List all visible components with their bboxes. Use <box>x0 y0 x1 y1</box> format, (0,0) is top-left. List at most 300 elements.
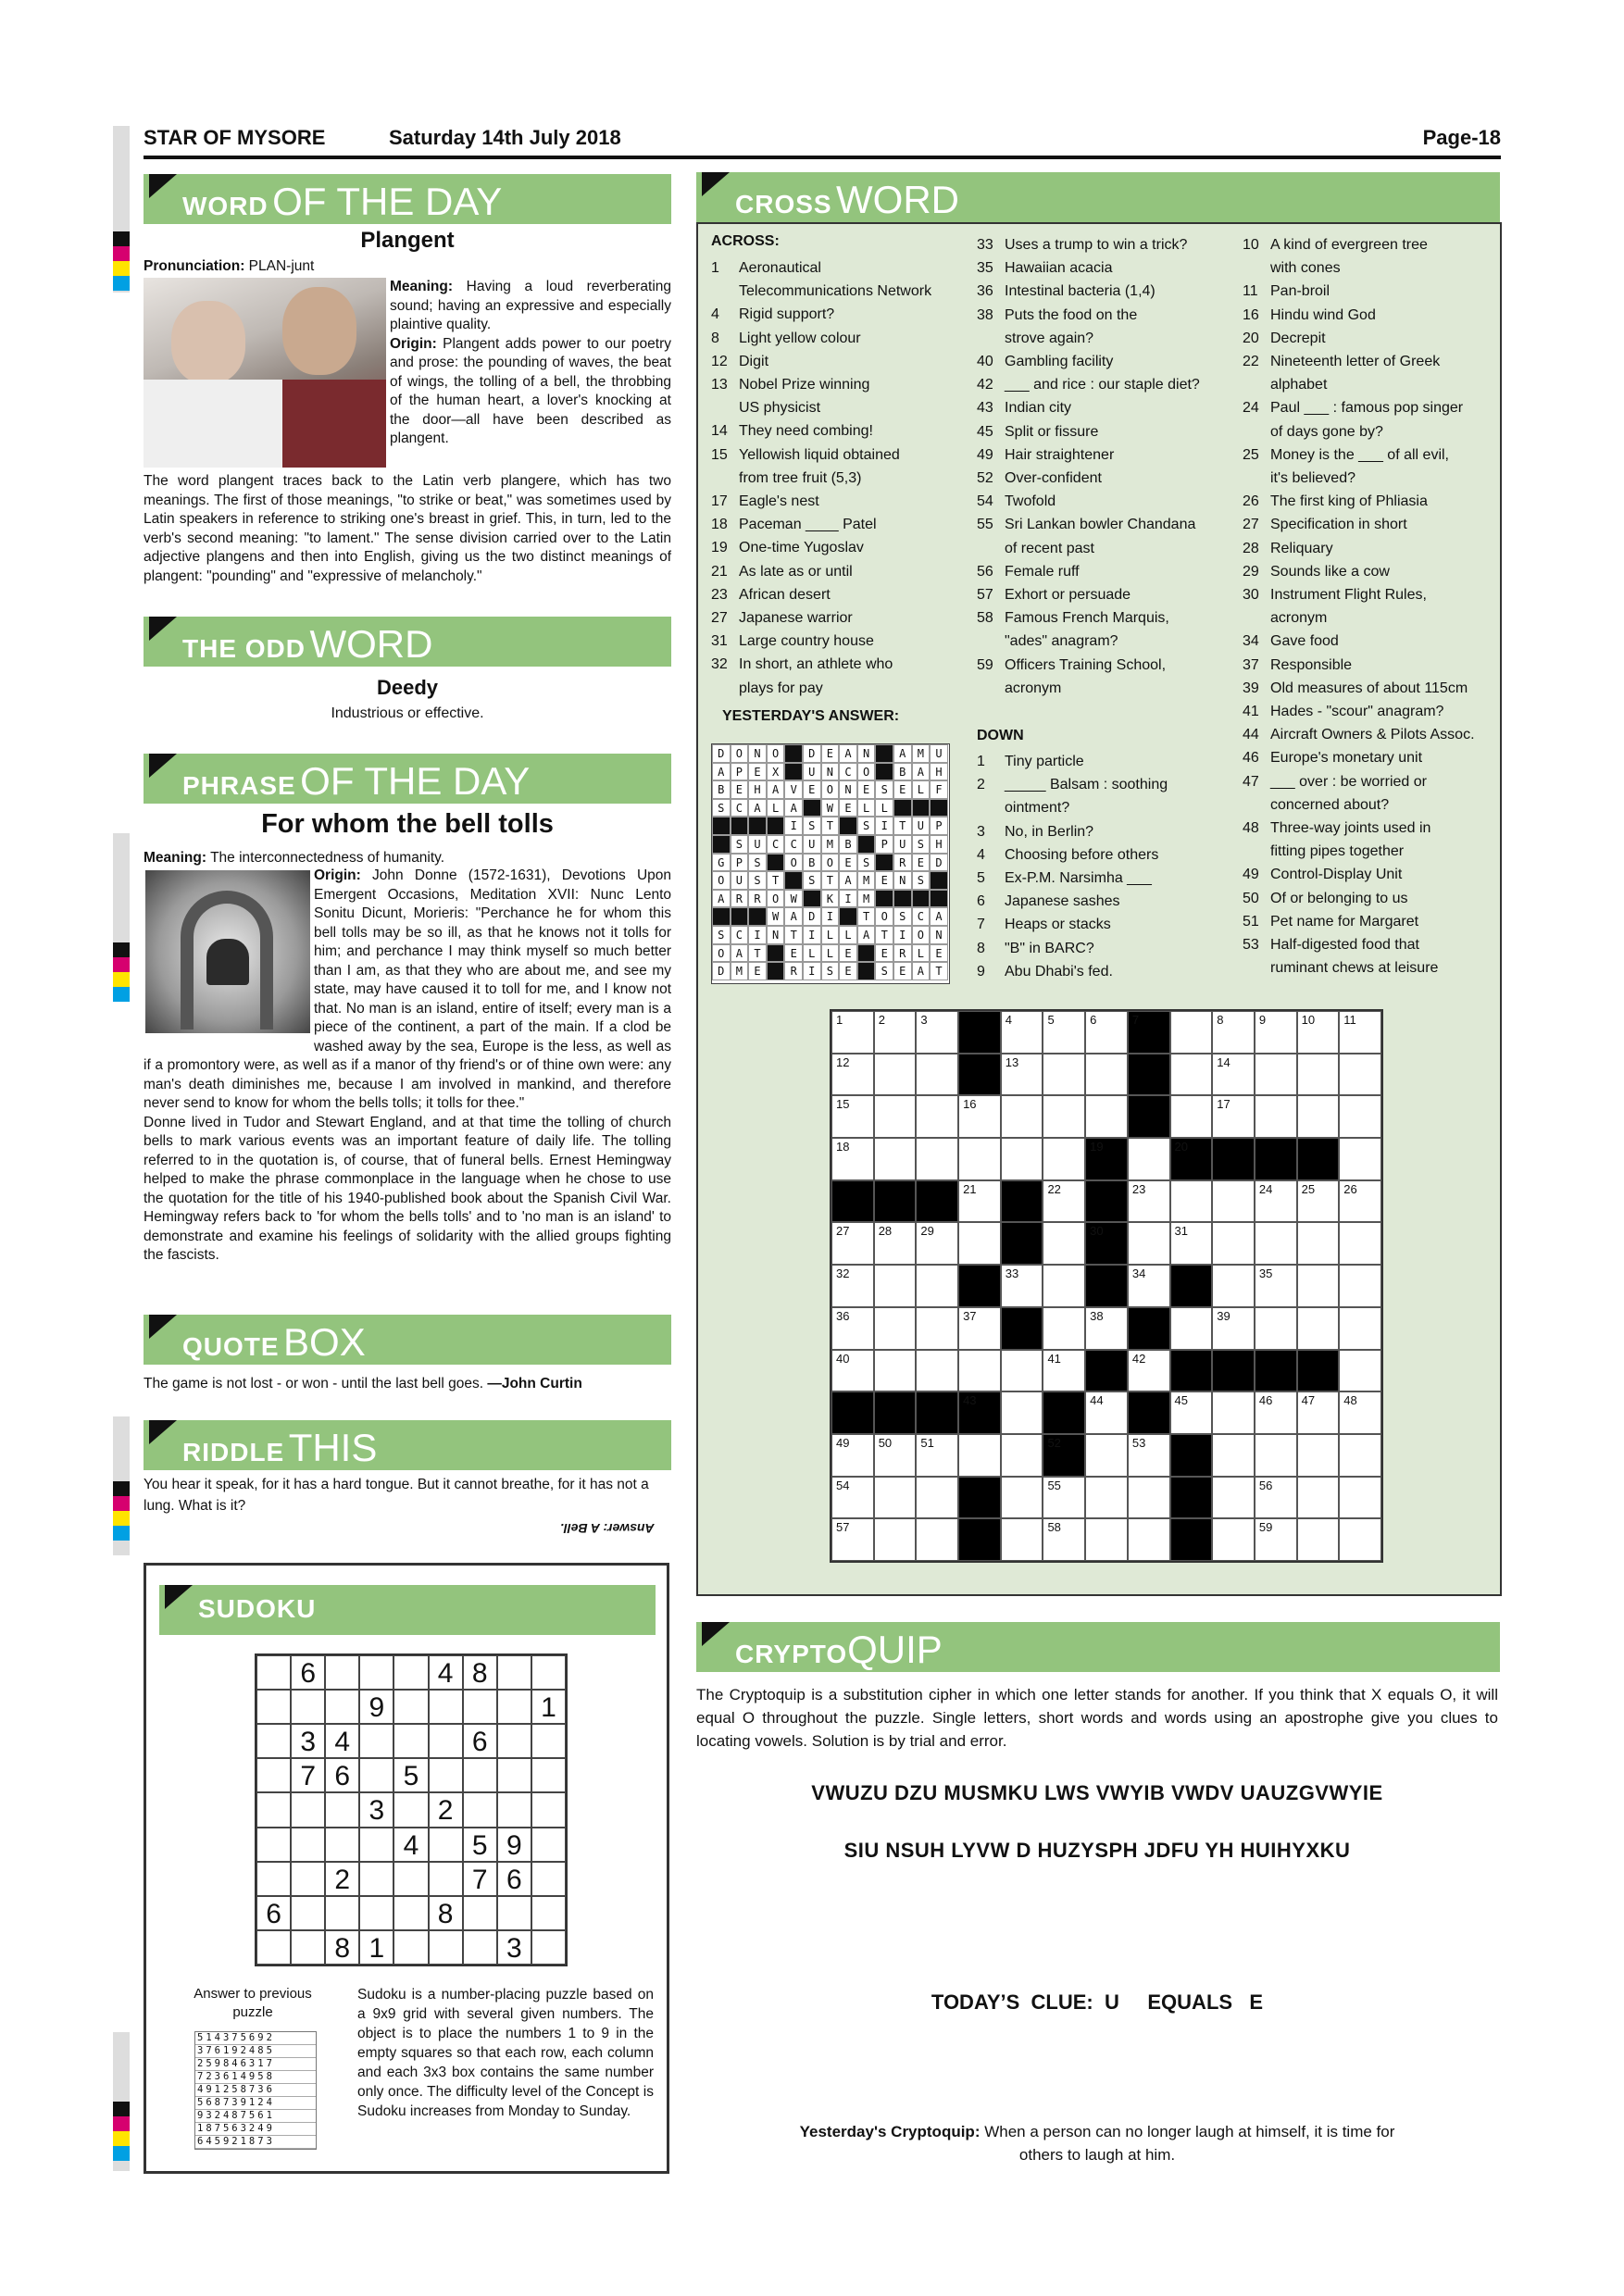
crossword-cell[interactable] <box>1128 1265 1170 1307</box>
crossword-cell[interactable] <box>1297 1518 1340 1561</box>
crossword-cell[interactable] <box>1001 1265 1043 1307</box>
crossword-black-cell <box>1001 1180 1043 1223</box>
crossword-cell[interactable] <box>1339 1518 1381 1561</box>
cell-number: 51 <box>920 1435 934 1450</box>
crossword-cell[interactable] <box>1085 1518 1128 1561</box>
crossword-cell[interactable] <box>1128 1434 1170 1477</box>
clue <box>977 630 1245 653</box>
clue-number: 46 <box>1243 750 1259 767</box>
crossword-cell[interactable] <box>831 1477 874 1519</box>
cell-number: 42 <box>1131 1351 1146 1366</box>
clue <box>1243 770 1493 793</box>
crossword-cell[interactable] <box>874 1434 917 1477</box>
clue <box>711 327 970 350</box>
crossword-cell[interactable] <box>1297 1391 1340 1434</box>
clue-number <box>1243 840 1270 863</box>
crossword-cell[interactable] <box>831 1011 874 1054</box>
crossword-cell[interactable] <box>916 1307 958 1350</box>
crossword-cell[interactable] <box>874 1265 917 1307</box>
banner-corner <box>149 1315 177 1339</box>
crossword-cell[interactable] <box>874 1477 917 1519</box>
crossword-cell[interactable] <box>1001 1011 1043 1054</box>
yesterday-cell: D <box>712 744 731 763</box>
sudoku-cell[interactable] <box>359 1862 394 1896</box>
crossword-cell[interactable] <box>1170 1222 1213 1265</box>
crossword-cell[interactable] <box>1297 1477 1340 1519</box>
crossword-cell[interactable] <box>874 1222 917 1265</box>
sudoku-cell[interactable] <box>497 1758 531 1792</box>
yesterday-cell: E <box>839 854 857 872</box>
cell-number: 29 <box>920 1224 934 1239</box>
crossword-cell[interactable] <box>1339 1011 1381 1054</box>
crossword-cell[interactable] <box>1170 1180 1213 1223</box>
crossword-cell[interactable] <box>1339 1307 1381 1350</box>
sudoku-cell[interactable] <box>531 1724 566 1758</box>
yesterday-cell: A <box>930 907 948 926</box>
sudoku-cell[interactable] <box>325 1655 359 1690</box>
clue-text: Split or fissure <box>1005 423 1099 440</box>
sudoku-cell[interactable] <box>359 1758 394 1792</box>
clue-text: ___ and rice : our staple diet? <box>1005 377 1200 393</box>
crossword-cell[interactable] <box>874 1095 917 1138</box>
crossword-cell[interactable] <box>1255 1222 1297 1265</box>
crossword-cell[interactable] <box>916 1095 958 1138</box>
crossword-cell[interactable] <box>1255 1518 1297 1561</box>
clue-text: Hair straightener <box>1005 446 1115 463</box>
sudoku-cell[interactable] <box>256 1655 291 1690</box>
sudoku-cell: 5 <box>463 1828 497 1862</box>
clue-number: 43 <box>977 400 993 417</box>
sudoku-cell[interactable] <box>531 1896 566 1930</box>
sudoku-cell[interactable] <box>291 1690 325 1724</box>
clue-number: 49 <box>977 446 993 463</box>
sudoku-cell[interactable] <box>497 1690 531 1724</box>
cell-number: 22 <box>1047 1181 1061 1196</box>
crossword-cell[interactable] <box>1255 1307 1297 1350</box>
clue-number: 12 <box>711 353 728 369</box>
cell-number: 14 <box>1217 1054 1230 1069</box>
crossword-cell[interactable] <box>831 1138 874 1180</box>
sudoku-cell: 6 <box>256 1896 291 1930</box>
odd-word-definition: Industrious or effective. <box>331 705 484 721</box>
clue-text: of recent past <box>1005 540 1094 556</box>
clue <box>1243 583 1493 606</box>
clue <box>1243 350 1493 373</box>
sudoku-cell[interactable] <box>256 1758 291 1792</box>
yesterday-cell: S <box>803 871 821 890</box>
crossword-cell[interactable] <box>1255 1477 1297 1519</box>
word-origin-para: The word plangent traces back to the Latin verb plangere, which has two meanings. The first of those meanings, "to strike or beat," was sometimes used by Latin speakers in reference to striking one's breast in grief. This, in turn, led to the verb's second meaning: "to lament." The sense division carried over to the Latin adjective plangens and then into English, giving us the two distinct meanings of plangent: "pounding" and "expressive of melancholy." <box>144 473 671 584</box>
crossword-black-cell <box>1170 1518 1213 1561</box>
sudoku-cell[interactable] <box>394 1930 428 1965</box>
sudoku-cell[interactable] <box>531 1758 566 1792</box>
yesterday-cell: A <box>712 890 731 908</box>
banner-large: OF THE DAY <box>300 759 531 803</box>
clue-text: it's believed? <box>1270 470 1355 487</box>
yesterday-cell: E <box>839 962 857 980</box>
crossword-cell[interactable] <box>916 1434 958 1477</box>
crossword-cell[interactable] <box>1339 1095 1381 1138</box>
crossword-cell[interactable] <box>958 1350 1001 1392</box>
sudoku-cell[interactable] <box>359 1828 394 1862</box>
sudoku-cell[interactable] <box>256 1690 291 1724</box>
crossword-cell[interactable] <box>916 1138 958 1180</box>
crossword-cell[interactable] <box>1043 1011 1085 1054</box>
crossword-black-cell <box>1128 1095 1170 1138</box>
crossword-cell[interactable] <box>1128 1222 1170 1265</box>
sudoku-cell[interactable] <box>256 1862 291 1896</box>
crossword-cell[interactable] <box>874 1518 917 1561</box>
crossword-cell[interactable] <box>1212 1054 1255 1096</box>
crossword-cell[interactable] <box>1339 1350 1381 1392</box>
clue-text: "B" in BARC? <box>1005 940 1094 956</box>
clue-text: Gave food <box>1270 633 1339 650</box>
cell-number: 18 <box>836 1140 850 1154</box>
crossword-cell[interactable] <box>1085 1477 1128 1519</box>
yesterday-cell: P <box>731 763 749 781</box>
sudoku-cell[interactable] <box>497 1655 531 1690</box>
crossword-cell[interactable] <box>958 1307 1001 1350</box>
sudoku-cell[interactable] <box>463 1690 497 1724</box>
crossword-cell[interactable] <box>1297 1222 1340 1265</box>
crossword-cell[interactable] <box>1339 1222 1381 1265</box>
crossword-cell[interactable] <box>1255 1011 1297 1054</box>
clue-text: concerned about? <box>1270 796 1390 813</box>
sudoku-cell[interactable] <box>394 1724 428 1758</box>
sudoku-cell[interactable] <box>394 1690 428 1724</box>
crossword-cell[interactable] <box>1339 1391 1381 1434</box>
cell-number: 34 <box>1131 1267 1146 1281</box>
crossword-cell[interactable] <box>1043 1307 1085 1350</box>
yesterday-cell: U <box>731 871 749 890</box>
clue <box>1243 793 1493 817</box>
crossword-cell[interactable] <box>1212 1011 1255 1054</box>
sudoku-cell[interactable] <box>359 1655 394 1690</box>
crossword-cell[interactable] <box>1085 1307 1128 1350</box>
yesterday-cell <box>731 817 749 835</box>
crossword-cell[interactable] <box>1297 1054 1340 1096</box>
sudoku-cell[interactable] <box>394 1792 428 1827</box>
crossword-cell[interactable] <box>1255 1391 1297 1434</box>
crossword-cell[interactable] <box>1001 1391 1043 1434</box>
crossword-cell[interactable] <box>1170 1391 1213 1434</box>
crossword-cell[interactable] <box>1297 1307 1340 1350</box>
clue-number: 4 <box>711 306 719 323</box>
clue <box>711 630 970 653</box>
cell-number: 11 <box>1343 1013 1356 1027</box>
crossword-black-cell <box>1212 1138 1255 1180</box>
crossword-black-cell <box>1128 1011 1170 1054</box>
clue-number: 38 <box>977 306 993 323</box>
banner-small: QUOTE <box>182 1332 280 1361</box>
down-clues-col3 <box>1243 233 1493 980</box>
crossword-cell[interactable] <box>1297 1434 1340 1477</box>
crossword-cell[interactable] <box>1255 1265 1297 1307</box>
crossword-black-cell <box>958 1391 1001 1434</box>
sudoku-cell[interactable] <box>429 1930 463 1965</box>
crossword-cell[interactable] <box>1043 1477 1085 1519</box>
previous-row: 187563249 <box>195 2123 316 2136</box>
crossword-cell[interactable] <box>1170 1095 1213 1138</box>
yesterday-cell <box>893 890 912 908</box>
crossword-cell[interactable] <box>1085 1054 1128 1096</box>
crossword-cell[interactable] <box>916 1265 958 1307</box>
yesterday-cell: O <box>767 744 785 763</box>
clue-text: Abu Dhabi's fed. <box>1005 963 1113 980</box>
crossword-cell[interactable] <box>916 1011 958 1054</box>
yesterday-cell: L <box>912 944 931 963</box>
crossword-cell[interactable] <box>958 1138 1001 1180</box>
sudoku-cell[interactable] <box>394 1862 428 1896</box>
crossword-cell[interactable] <box>916 1054 958 1096</box>
sudoku-cell[interactable] <box>497 1792 531 1827</box>
clue-number <box>977 630 1005 653</box>
clue <box>1243 630 1493 653</box>
sudoku-cell[interactable] <box>497 1896 531 1930</box>
crossword-cell[interactable] <box>958 1180 1001 1223</box>
sudoku-cell[interactable] <box>291 1828 325 1862</box>
clue-text: Japanese sashes <box>1005 893 1120 910</box>
crossword-cell[interactable] <box>1001 1350 1043 1392</box>
clue <box>977 420 1245 443</box>
sudoku-cell[interactable] <box>497 1724 531 1758</box>
sudoku-cell[interactable] <box>291 1930 325 1965</box>
yesterday-cell: C <box>839 763 857 781</box>
crossword-cell[interactable] <box>1339 1477 1381 1519</box>
yesterday-cell <box>930 890 948 908</box>
crossword-cell[interactable] <box>1170 1054 1213 1096</box>
banner-small: PHRASE <box>182 771 296 800</box>
crossword-cell[interactable] <box>1128 1518 1170 1561</box>
crossword-cell[interactable] <box>1339 1434 1381 1477</box>
crossword-cell[interactable] <box>831 1518 874 1561</box>
clue <box>977 304 1245 327</box>
sudoku-cell[interactable] <box>256 1930 291 1965</box>
crossword-cell[interactable] <box>1043 1265 1085 1307</box>
crossword-cell[interactable] <box>874 1138 917 1180</box>
yesterday-cell: A <box>712 763 731 781</box>
cell-number: 3 <box>920 1013 928 1027</box>
clue-number: 53 <box>1243 937 1259 954</box>
crossword-cell[interactable] <box>874 1350 917 1392</box>
yesterday-cell: T <box>857 907 876 926</box>
sudoku-cell[interactable] <box>359 1896 394 1930</box>
crossword-cell[interactable] <box>1255 1054 1297 1096</box>
crossword-cell[interactable] <box>1001 1054 1043 1096</box>
crossword-cell[interactable] <box>1001 1138 1043 1180</box>
crossword-cell[interactable] <box>874 1054 917 1096</box>
quote-text: The game is not lost - or won - until the last bell goes. —John Curtin <box>144 1376 582 1391</box>
crossword-cell[interactable] <box>1212 1222 1255 1265</box>
clue-text: African desert <box>739 586 831 603</box>
sudoku-cell[interactable] <box>429 1862 463 1896</box>
across-heading: ACROSS: <box>711 233 780 249</box>
crossword-cell[interactable] <box>831 1222 874 1265</box>
clue <box>1243 700 1493 723</box>
crossword-cell[interactable] <box>1043 1222 1085 1265</box>
yesterday-cell: P <box>731 854 749 872</box>
crossword-cell[interactable] <box>1043 1518 1085 1561</box>
clue-number: 1 <box>711 260 719 276</box>
sudoku-cell[interactable] <box>531 1828 566 1862</box>
crossword-cell[interactable] <box>831 1350 874 1392</box>
yesterday-cell: S <box>748 871 767 890</box>
crossword-black-cell <box>1128 1054 1170 1096</box>
cell-number: 26 <box>1343 1181 1357 1196</box>
crossword-cell[interactable] <box>1255 1095 1297 1138</box>
crossword-cell[interactable] <box>1212 1434 1255 1477</box>
sudoku-cell[interactable] <box>394 1655 428 1690</box>
crossword-cell[interactable] <box>916 1222 958 1265</box>
clue <box>977 654 1245 677</box>
crossword-cell[interactable] <box>1170 1307 1213 1350</box>
yesterday-cell: C <box>912 907 931 926</box>
crossword-cell[interactable] <box>1339 1180 1381 1223</box>
clue-text: Specification in short <box>1270 517 1407 533</box>
yesterday-cell: S <box>748 854 767 872</box>
crossword-cell[interactable] <box>1212 1095 1255 1138</box>
crossword-cell[interactable] <box>1255 1434 1297 1477</box>
sudoku-cell[interactable] <box>359 1724 394 1758</box>
crossword-cell[interactable] <box>1128 1477 1170 1519</box>
yesterday-cell: U <box>748 835 767 854</box>
sudoku-cell[interactable] <box>531 1655 566 1690</box>
crossword-cell[interactable] <box>1339 1138 1381 1180</box>
yesterday-cell: D <box>712 962 731 980</box>
crossword-cell[interactable] <box>1085 1434 1128 1477</box>
clue <box>711 583 970 606</box>
sudoku-cell[interactable] <box>291 1792 325 1827</box>
crossword-cell[interactable] <box>1297 1265 1340 1307</box>
sudoku-cell[interactable] <box>463 1758 497 1792</box>
yesterday-cell: E <box>875 871 893 890</box>
crossword-cell[interactable] <box>1085 1391 1128 1434</box>
sudoku-cell[interactable] <box>531 1862 566 1896</box>
sudoku-cell[interactable] <box>325 1690 359 1724</box>
sudoku-cell[interactable] <box>325 1896 359 1930</box>
yesterday-cell: A <box>893 744 912 763</box>
sudoku-cell[interactable] <box>325 1792 359 1827</box>
sudoku-cell[interactable] <box>463 1930 497 1965</box>
sudoku-cell[interactable] <box>325 1828 359 1862</box>
crossword-cell[interactable] <box>831 1054 874 1096</box>
sudoku-cell[interactable] <box>429 1690 463 1724</box>
sudoku-cell[interactable] <box>429 1828 463 1862</box>
sudoku-answer-label: Answer to previous puzzle <box>194 1986 312 2020</box>
clue-text: Indian city <box>1005 400 1072 417</box>
crossword-cell[interactable] <box>1170 1011 1213 1054</box>
crossword-cell[interactable] <box>1212 1307 1255 1350</box>
crossword-cell[interactable] <box>1043 1180 1085 1223</box>
sudoku-cell[interactable] <box>531 1792 566 1827</box>
cell-number: 12 <box>836 1054 850 1069</box>
yesterday-cell: B <box>893 763 912 781</box>
crossword-cell[interactable] <box>1255 1180 1297 1223</box>
crossword-cell[interactable] <box>1043 1054 1085 1096</box>
crossword-cell[interactable] <box>1297 1095 1340 1138</box>
cell-number: 19 <box>1090 1140 1104 1154</box>
clue-text: _____ Balsam : soothing <box>1005 777 1168 793</box>
crossword-cell[interactable] <box>916 1350 958 1392</box>
sudoku-cell: 4 <box>394 1828 428 1862</box>
crossword-cell[interactable] <box>1001 1434 1043 1477</box>
previous-row: 932487561 <box>195 2110 316 2123</box>
sudoku-cell[interactable] <box>256 1792 291 1827</box>
clue-text: "ades" anagram? <box>1005 633 1118 650</box>
sudoku-cell[interactable] <box>394 1896 428 1930</box>
crossword-cell[interactable] <box>1043 1138 1085 1180</box>
crossword-cell[interactable] <box>874 1307 917 1350</box>
sudoku-cell[interactable] <box>531 1930 566 1965</box>
odd-word-banner <box>144 617 671 667</box>
clue-number: 10 <box>1243 237 1259 253</box>
crossword-cell[interactable] <box>1212 1180 1255 1223</box>
crossword-cell[interactable] <box>1043 1095 1085 1138</box>
sudoku-cell[interactable] <box>429 1724 463 1758</box>
crossword-cell[interactable] <box>1085 1095 1128 1138</box>
sudoku-cell[interactable] <box>291 1862 325 1896</box>
crossword-cell[interactable] <box>831 1095 874 1138</box>
crossword-cell[interactable] <box>1043 1350 1085 1392</box>
sudoku-cell[interactable] <box>429 1758 463 1792</box>
yesterday-cell: B <box>839 835 857 854</box>
sudoku-cell[interactable] <box>256 1724 291 1758</box>
yesterday-cell: O <box>767 890 785 908</box>
sudoku-cell[interactable] <box>463 1896 497 1930</box>
crossword-cell[interactable] <box>1297 1011 1340 1054</box>
clue <box>1243 887 1493 910</box>
crossword-cell[interactable] <box>1212 1518 1255 1561</box>
clue-text: Eagle's nest <box>739 493 819 510</box>
crossword-cell[interactable] <box>916 1477 958 1519</box>
crossword-cell[interactable] <box>1001 1095 1043 1138</box>
crossword-cell[interactable] <box>1212 1477 1255 1519</box>
crossword-cell[interactable] <box>958 1095 1001 1138</box>
crossword-cell[interactable] <box>874 1011 917 1054</box>
crossword-cell[interactable] <box>1128 1350 1170 1392</box>
yesterday-cell: C <box>784 835 803 854</box>
crossword-cell[interactable] <box>1128 1180 1170 1223</box>
crossword-cell[interactable] <box>1001 1477 1043 1519</box>
crossword-cell[interactable] <box>1085 1011 1128 1054</box>
crossword-cell[interactable] <box>1212 1265 1255 1307</box>
clue-number: 34 <box>1243 633 1259 650</box>
crossword-cell[interactable] <box>1001 1518 1043 1561</box>
crossword-cell[interactable] <box>1339 1054 1381 1096</box>
clue-number <box>977 537 1005 560</box>
crossword-cell[interactable] <box>958 1434 1001 1477</box>
crossword-cell[interactable] <box>831 1265 874 1307</box>
crossword-black-cell <box>1255 1138 1297 1180</box>
clue-text: Officers Training School, <box>1005 656 1167 673</box>
crossword-cell[interactable] <box>1297 1180 1340 1223</box>
crossword-cell[interactable] <box>831 1307 874 1350</box>
crossword-cell[interactable] <box>1212 1391 1255 1434</box>
clue-number: 59 <box>977 656 993 673</box>
crossword-cell[interactable] <box>958 1222 1001 1265</box>
yesterday-cell: D <box>930 854 948 872</box>
clue-text: Choosing before others <box>1005 846 1159 863</box>
crossword-cell[interactable] <box>831 1434 874 1477</box>
crossword-cell[interactable] <box>1128 1138 1170 1180</box>
sudoku-cell[interactable] <box>256 1828 291 1862</box>
sudoku-cell[interactable] <box>291 1896 325 1930</box>
clue-number <box>1243 467 1270 490</box>
sudoku-cell[interactable] <box>463 1792 497 1827</box>
clue <box>1243 840 1493 863</box>
crossword-cell[interactable] <box>1339 1265 1381 1307</box>
crossword-cell[interactable] <box>916 1518 958 1561</box>
